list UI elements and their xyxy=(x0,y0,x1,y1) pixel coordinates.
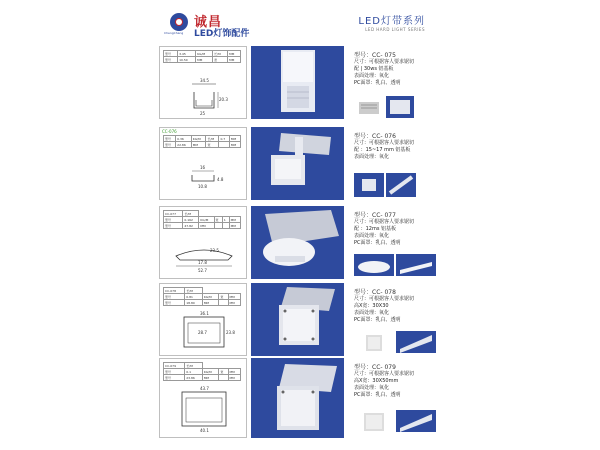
technical-drawing xyxy=(159,46,247,119)
spec-cell: 22.86 xyxy=(176,142,192,148)
product-row-077 xyxy=(159,206,442,279)
spec-cell: 0.7 xyxy=(219,136,229,142)
spec-cell: 型号 xyxy=(164,51,178,57)
product-spec-line: 尺寸：可根据客人要求锯切 xyxy=(354,219,415,225)
spec-cell: KG/M xyxy=(202,294,219,300)
thumbnail xyxy=(354,173,384,197)
product-spec-line: 表面处理：氧化 xyxy=(354,310,390,316)
spec-cell: 型号 xyxy=(164,369,185,375)
profile-photo-render xyxy=(251,206,344,279)
spec-cell: 宽 xyxy=(214,217,222,223)
spec-table xyxy=(163,362,241,381)
product-photo xyxy=(251,127,344,200)
spec-cell: MM xyxy=(228,375,240,381)
spec-cell: MM xyxy=(229,136,240,142)
spec-cell: MM xyxy=(202,375,219,381)
thumbnail xyxy=(354,331,394,353)
profile-photo-render xyxy=(251,358,344,438)
spec-table xyxy=(163,50,241,63)
product-spec-line: PC面罩：乳白、透明 xyxy=(354,240,401,246)
spec-cell xyxy=(214,223,222,229)
dim-label: 40.1 xyxy=(200,428,209,433)
dim-label: 23.5 xyxy=(210,248,219,253)
profile-drawing xyxy=(170,230,238,276)
spec-cell: 型号 xyxy=(164,57,178,63)
thumbnail xyxy=(386,96,414,118)
product-model: 型号：CC- 077 xyxy=(354,212,396,219)
spec-cell: 型号 xyxy=(164,300,185,306)
spec-cell: 宽 xyxy=(219,369,228,375)
dim-label: 4.8 xyxy=(217,177,224,182)
spec-cell: 长/M xyxy=(213,51,228,57)
spec-cell: 型号 xyxy=(164,223,183,229)
spec-cell: 型号 xyxy=(164,375,185,381)
spec-cell: MM xyxy=(228,57,241,63)
profile-photo-render xyxy=(251,127,344,200)
thumbnail xyxy=(396,410,436,432)
dim-label: 17.8 xyxy=(198,260,207,265)
product-spec-line: 表面处理：氧化 xyxy=(354,385,390,391)
product-model: 型号：CC- 076 xyxy=(354,133,396,140)
spec-cell: 10.50 xyxy=(178,57,196,63)
spec-table xyxy=(163,135,241,148)
spec-cell: MM xyxy=(191,142,206,148)
thumbnail xyxy=(396,254,436,276)
thumbnail xyxy=(354,410,394,432)
spec-cell: 0.81 xyxy=(185,294,203,300)
dim-label: 25 xyxy=(200,111,206,116)
spec-cell: 长/M xyxy=(185,288,203,294)
spec-cell: KG/M xyxy=(199,217,214,223)
spec-cell: MM xyxy=(229,223,240,229)
profile-drawing xyxy=(170,151,238,199)
product-spec-line: 表面处理：氧化 xyxy=(354,233,390,239)
product-spec-line: 配 ：15~17 mm 铝基板 xyxy=(354,147,411,153)
brand-name: 诚昌 xyxy=(194,15,223,30)
dim-label: 52.7 xyxy=(198,268,207,273)
product-code: CC-076 xyxy=(162,129,177,134)
technical-drawing xyxy=(159,358,247,438)
spec-cell: 型号 xyxy=(164,217,183,223)
product-spec-line: PC面罩：乳白、透明 xyxy=(354,80,401,86)
dim-label: 20.3 xyxy=(219,97,228,102)
spec-cell: KG/M xyxy=(196,51,213,57)
product-spec-line: 尺寸：可根据客人要求锯切 xyxy=(354,296,415,302)
brand-logo-subtext: ChengChang xyxy=(164,31,184,35)
technical-drawing xyxy=(159,127,247,200)
spec-cell: KG/M xyxy=(191,136,206,142)
technical-drawing xyxy=(159,206,247,279)
product-spec-line: 尺寸：可根据客人要求锯切 xyxy=(354,59,415,65)
spec-cell: CC-078 xyxy=(164,288,185,294)
spec-cell: MM xyxy=(196,57,213,63)
thumbnail xyxy=(396,331,436,353)
spec-cell xyxy=(222,223,229,229)
product-model: 型号：CC- 078 xyxy=(354,289,396,296)
spec-cell: 23.86 xyxy=(185,375,203,381)
spec-cell: MM xyxy=(228,369,240,375)
profile-photo-render xyxy=(251,46,344,119)
dim-label: 34.5 xyxy=(200,78,209,83)
spec-cell: 47.82 xyxy=(183,223,199,229)
product-spec-line: 尺寸：可根据客人要求锯切 xyxy=(354,371,415,377)
product-spec-line: 表面处理：氧化 xyxy=(354,154,390,160)
spec-cell: 型号 xyxy=(164,136,176,142)
product-photo xyxy=(251,283,344,356)
catalog-header xyxy=(155,0,445,46)
product-model: 型号：CC- 075 xyxy=(354,52,396,59)
spec-cell: 型号 xyxy=(164,142,176,148)
dim-label: 28.7 xyxy=(198,330,207,335)
product-spec-line: PC面罩：乳白、透明 xyxy=(354,317,401,323)
dim-label: 43.7 xyxy=(200,386,209,391)
product-spec-line: 配 | 30ws 铝基板 xyxy=(354,66,394,72)
spec-cell: 0.1 xyxy=(185,369,203,375)
product-spec-line: 尺寸：可根据客人要求锯切 xyxy=(354,140,415,146)
spec-table xyxy=(163,287,241,306)
spec-cell: MM xyxy=(228,300,240,306)
spec-cell: 18.80 xyxy=(185,300,203,306)
product-spec-line: 高X宽：30X30 xyxy=(354,303,389,309)
spec-cell: 0.162 xyxy=(183,217,199,223)
spec-cell: 长/M xyxy=(206,136,219,142)
product-photo xyxy=(251,358,344,438)
product-row-079 xyxy=(159,358,442,438)
product-spec-line: 高X宽：30X50mm xyxy=(354,378,399,384)
brand-subtitle: LED灯饰配件 xyxy=(194,29,250,39)
profile-drawing xyxy=(170,307,238,355)
product-row-075 xyxy=(159,46,442,119)
product-spec-line: 表面处理：氧化 xyxy=(354,73,390,79)
profile-drawing xyxy=(170,382,238,436)
spec-cell: MM xyxy=(229,142,240,148)
series-subtitle: LED HARD LIGHT SERIES xyxy=(365,27,425,32)
dim-label: 16 xyxy=(200,165,206,170)
dim-label: 23.8 xyxy=(226,330,235,335)
spec-cell xyxy=(219,142,229,148)
product-model: 型号：CC- 079 xyxy=(354,364,396,371)
brand-logo xyxy=(170,13,188,31)
spec-cell: 1 xyxy=(222,217,229,223)
spec-cell: CC-079 xyxy=(164,363,185,369)
product-spec-line: 配 ：12ms 铝基板 xyxy=(354,226,397,232)
spec-cell xyxy=(219,300,228,306)
spec-cell: 0.36 xyxy=(176,136,192,142)
series-title: LED灯带系列 xyxy=(358,16,425,27)
dim-label: 10.8 xyxy=(198,184,207,189)
spec-cell: MM xyxy=(199,223,214,229)
spec-cell: MM xyxy=(228,294,240,300)
product-row-078 xyxy=(159,283,442,356)
dim-label: 36.1 xyxy=(200,311,209,316)
profile-photo-render xyxy=(251,283,344,356)
spec-cell: 3.45 xyxy=(178,51,196,57)
spec-cell: MM xyxy=(229,217,240,223)
technical-drawing xyxy=(159,283,247,356)
spec-cell xyxy=(219,375,228,381)
spec-cell: 宽 xyxy=(206,142,219,148)
spec-cell: 宽 xyxy=(219,294,228,300)
thumbnail xyxy=(354,96,384,118)
product-photo xyxy=(251,46,344,119)
spec-cell: 长/M xyxy=(185,363,203,369)
spec-table xyxy=(163,210,241,229)
catalog-page xyxy=(155,0,445,450)
profile-drawing xyxy=(170,70,238,118)
thumbnail xyxy=(386,173,416,197)
spec-cell: 宽 xyxy=(213,57,228,63)
product-spec-line: PC面罩：乳白、透明 xyxy=(354,392,401,398)
spec-cell: MM xyxy=(202,300,219,306)
spec-cell: KG/M xyxy=(202,369,219,375)
spec-cell: MM xyxy=(228,51,241,57)
product-photo xyxy=(251,206,344,279)
spec-cell: 长/M xyxy=(183,211,199,217)
spec-cell: 型号 xyxy=(164,294,185,300)
spec-cell: CC-077 xyxy=(164,211,183,217)
product-row-076 xyxy=(159,127,442,200)
thumbnail xyxy=(354,254,394,276)
